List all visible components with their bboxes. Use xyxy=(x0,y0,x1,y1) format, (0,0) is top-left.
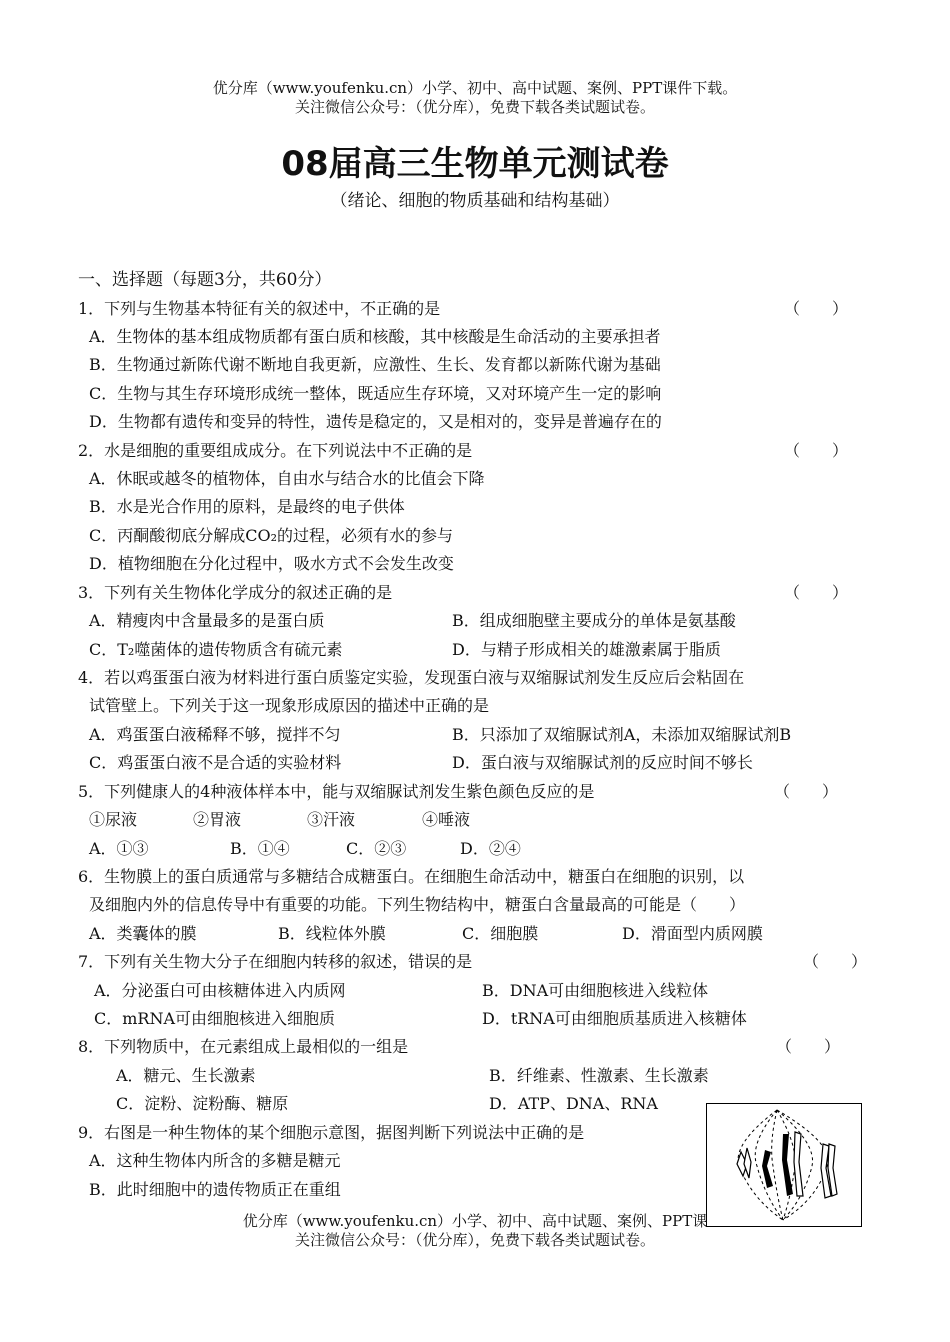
q9-option-a: A．这种生物体内所含的多糖是糖元 xyxy=(89,1151,341,1170)
question-4-stem: 4．若以鸡蛋蛋白液为材料进行蛋白质鉴定实验，发现蛋白液与双缩脲试剂发生反应后会粘固在 xyxy=(78,668,745,687)
cell-division-figure xyxy=(706,1103,862,1227)
question-3-stem: 3．下列有关生物体化学成分的叙述正确的是 xyxy=(78,583,393,602)
q2-option-a: A．休眠或越冬的植物体，自由水与结合水的比值会下降 xyxy=(89,469,485,488)
answer-bracket: （ ） xyxy=(784,299,849,318)
q2-option-d: D．植物细胞在分化过程中，吸水方式不会发生改变 xyxy=(89,554,454,573)
q4-option-d: D．蛋白液与双缩脲试剂的反应时间不够长 xyxy=(452,753,753,772)
q2-option-b: B．水是光合作用的原料，是最终的电子供体 xyxy=(89,497,405,516)
spindle-diagram xyxy=(707,1104,861,1226)
question-6-stem: 6．生物膜上的蛋白质通常与多糖结合成糖蛋白。在细胞生命活动中，糖蛋白在细胞的识别，以 xyxy=(78,867,745,886)
question-7-stem: 7．下列有关生物大分子在细胞内转移的叙述，错误的是 xyxy=(78,952,473,971)
question-6-stem-cont: 及细胞内外的信息传导中有重要的功能。下列生物结构中，糖蛋白含量最高的可能是（ ） xyxy=(89,895,746,914)
q6-option-c: C．细胞膜 xyxy=(462,924,539,943)
q4-option-c: C．鸡蛋蛋白液不是合适的实验材料 xyxy=(89,753,342,772)
q7-option-b: B．DNA可由细胞核进入线粒体 xyxy=(482,981,709,1000)
question-5-stem: 5．下列健康人的4种液体样本中，能与双缩脲试剂发生紫色颜色反应的是 xyxy=(78,782,595,801)
q3-option-a: A．精瘦肉中含量最多的是蛋白质 xyxy=(89,611,325,630)
q3-option-d: D．与精子形成相关的雄激素属于脂质 xyxy=(452,640,721,659)
q7-option-a: A．分泌蛋白可由核糖体进入内质网 xyxy=(94,981,346,1000)
answer-bracket: （ ） xyxy=(776,1037,841,1056)
q6-option-d: D．滑面型内质网膜 xyxy=(622,924,763,943)
q9-option-b: B．此时细胞中的遗传物质正在重组 xyxy=(89,1180,341,1199)
page-title: 08届高三生物单元测试卷 xyxy=(281,144,669,184)
q6-option-a: A．类囊体的膜 xyxy=(89,924,197,943)
footer-line-2: 关注微信公众号：（优分库），免费下载各类试题试卷。 xyxy=(294,1231,655,1249)
answer-bracket: （ ） xyxy=(774,782,839,801)
q5-sample-1: ①尿液 xyxy=(89,810,138,829)
q1-option-a: A．生物体的基本组成物质都有蛋白质和核酸，其中核酸是生命活动的主要承担者 xyxy=(89,327,661,346)
page-subtitle: （绪论、细胞的物质基础和结构基础） xyxy=(330,191,620,211)
q7-option-c: C．mRNA可由细胞核进入细胞质 xyxy=(94,1009,336,1028)
answer-bracket: （ ） xyxy=(784,583,849,602)
q1-option-b: B．生物通过新陈代谢不断地自我更新，应激性、生长、发育都以新陈代谢为基础 xyxy=(89,355,661,374)
question-9-stem: 9．右图是一种生物体的某个细胞示意图，据图判断下列说法中正确的是 xyxy=(78,1123,585,1142)
q5-option-a: A．①③ xyxy=(89,839,149,858)
q5-sample-4: ④唾液 xyxy=(422,810,471,829)
q5-option-d: D．②④ xyxy=(460,839,521,858)
q5-sample-3: ③汗液 xyxy=(307,810,356,829)
header-line-2: 关注微信公众号：（优分库），免费下载各类试题试卷。 xyxy=(294,98,655,116)
answer-bracket: （ ） xyxy=(803,952,868,971)
q8-option-c: C．淀粉、淀粉酶、糖原 xyxy=(116,1094,289,1113)
q8-option-a: A．糖元、生长激素 xyxy=(116,1066,256,1085)
q5-option-c: C．②③ xyxy=(346,839,407,858)
header-line-1: 优分库（www.youfenku.cn）小学、初中、高中试题、案例、PPT课件下载。 xyxy=(212,79,738,97)
q8-option-d: D．ATP、DNA、RNA xyxy=(489,1094,658,1113)
q1-option-c: C．生物与其生存环境形成统一整体，既适应生存环境，又对环境产生一定的影响 xyxy=(89,384,662,403)
q7-option-d: D．tRNA可由细胞质基质进入核糖体 xyxy=(482,1009,747,1028)
footer-line-1: 优分库（www.youfenku.cn）小学、初中、高中试题、案例、PPT课 xyxy=(242,1212,708,1230)
answer-bracket: （ ） xyxy=(784,441,849,460)
q5-option-b: B．①④ xyxy=(230,839,290,858)
q4-option-a: A．鸡蛋蛋白液稀释不够，搅拌不匀 xyxy=(89,725,341,744)
question-2-stem: 2．水是细胞的重要组成成分。在下列说法中不正确的是 xyxy=(78,441,473,460)
question-1-stem: 1．下列与生物基本特征有关的叙述中，不正确的是 xyxy=(78,299,441,318)
q3-option-b: B．组成细胞壁主要成分的单体是氨基酸 xyxy=(452,611,736,630)
section-heading: 一、选择题（每题3分，共60分） xyxy=(78,270,332,290)
q6-option-b: B．线粒体外膜 xyxy=(278,924,386,943)
q8-option-b: B．纤维素、性激素、生长激素 xyxy=(489,1066,709,1085)
question-8-stem: 8．下列物质中，在元素组成上最相似的一组是 xyxy=(78,1037,409,1056)
q2-option-c: C．丙酮酸彻底分解成CO₂的过程，必须有水的参与 xyxy=(89,526,454,545)
q1-option-d: D．生物都有遗传和变异的特性，遗传是稳定的，又是相对的，变异是普遍存在的 xyxy=(89,412,662,431)
q4-option-b: B．只添加了双缩脲试剂A，未添加双缩脲试剂B xyxy=(452,725,792,744)
question-4-stem-cont: 试管壁上。下列关于这一现象形成原因的描述中正确的是 xyxy=(89,696,490,715)
q3-option-c: C．T₂噬菌体的遗传物质含有硫元素 xyxy=(89,640,343,659)
q5-sample-2: ②胃液 xyxy=(193,810,242,829)
